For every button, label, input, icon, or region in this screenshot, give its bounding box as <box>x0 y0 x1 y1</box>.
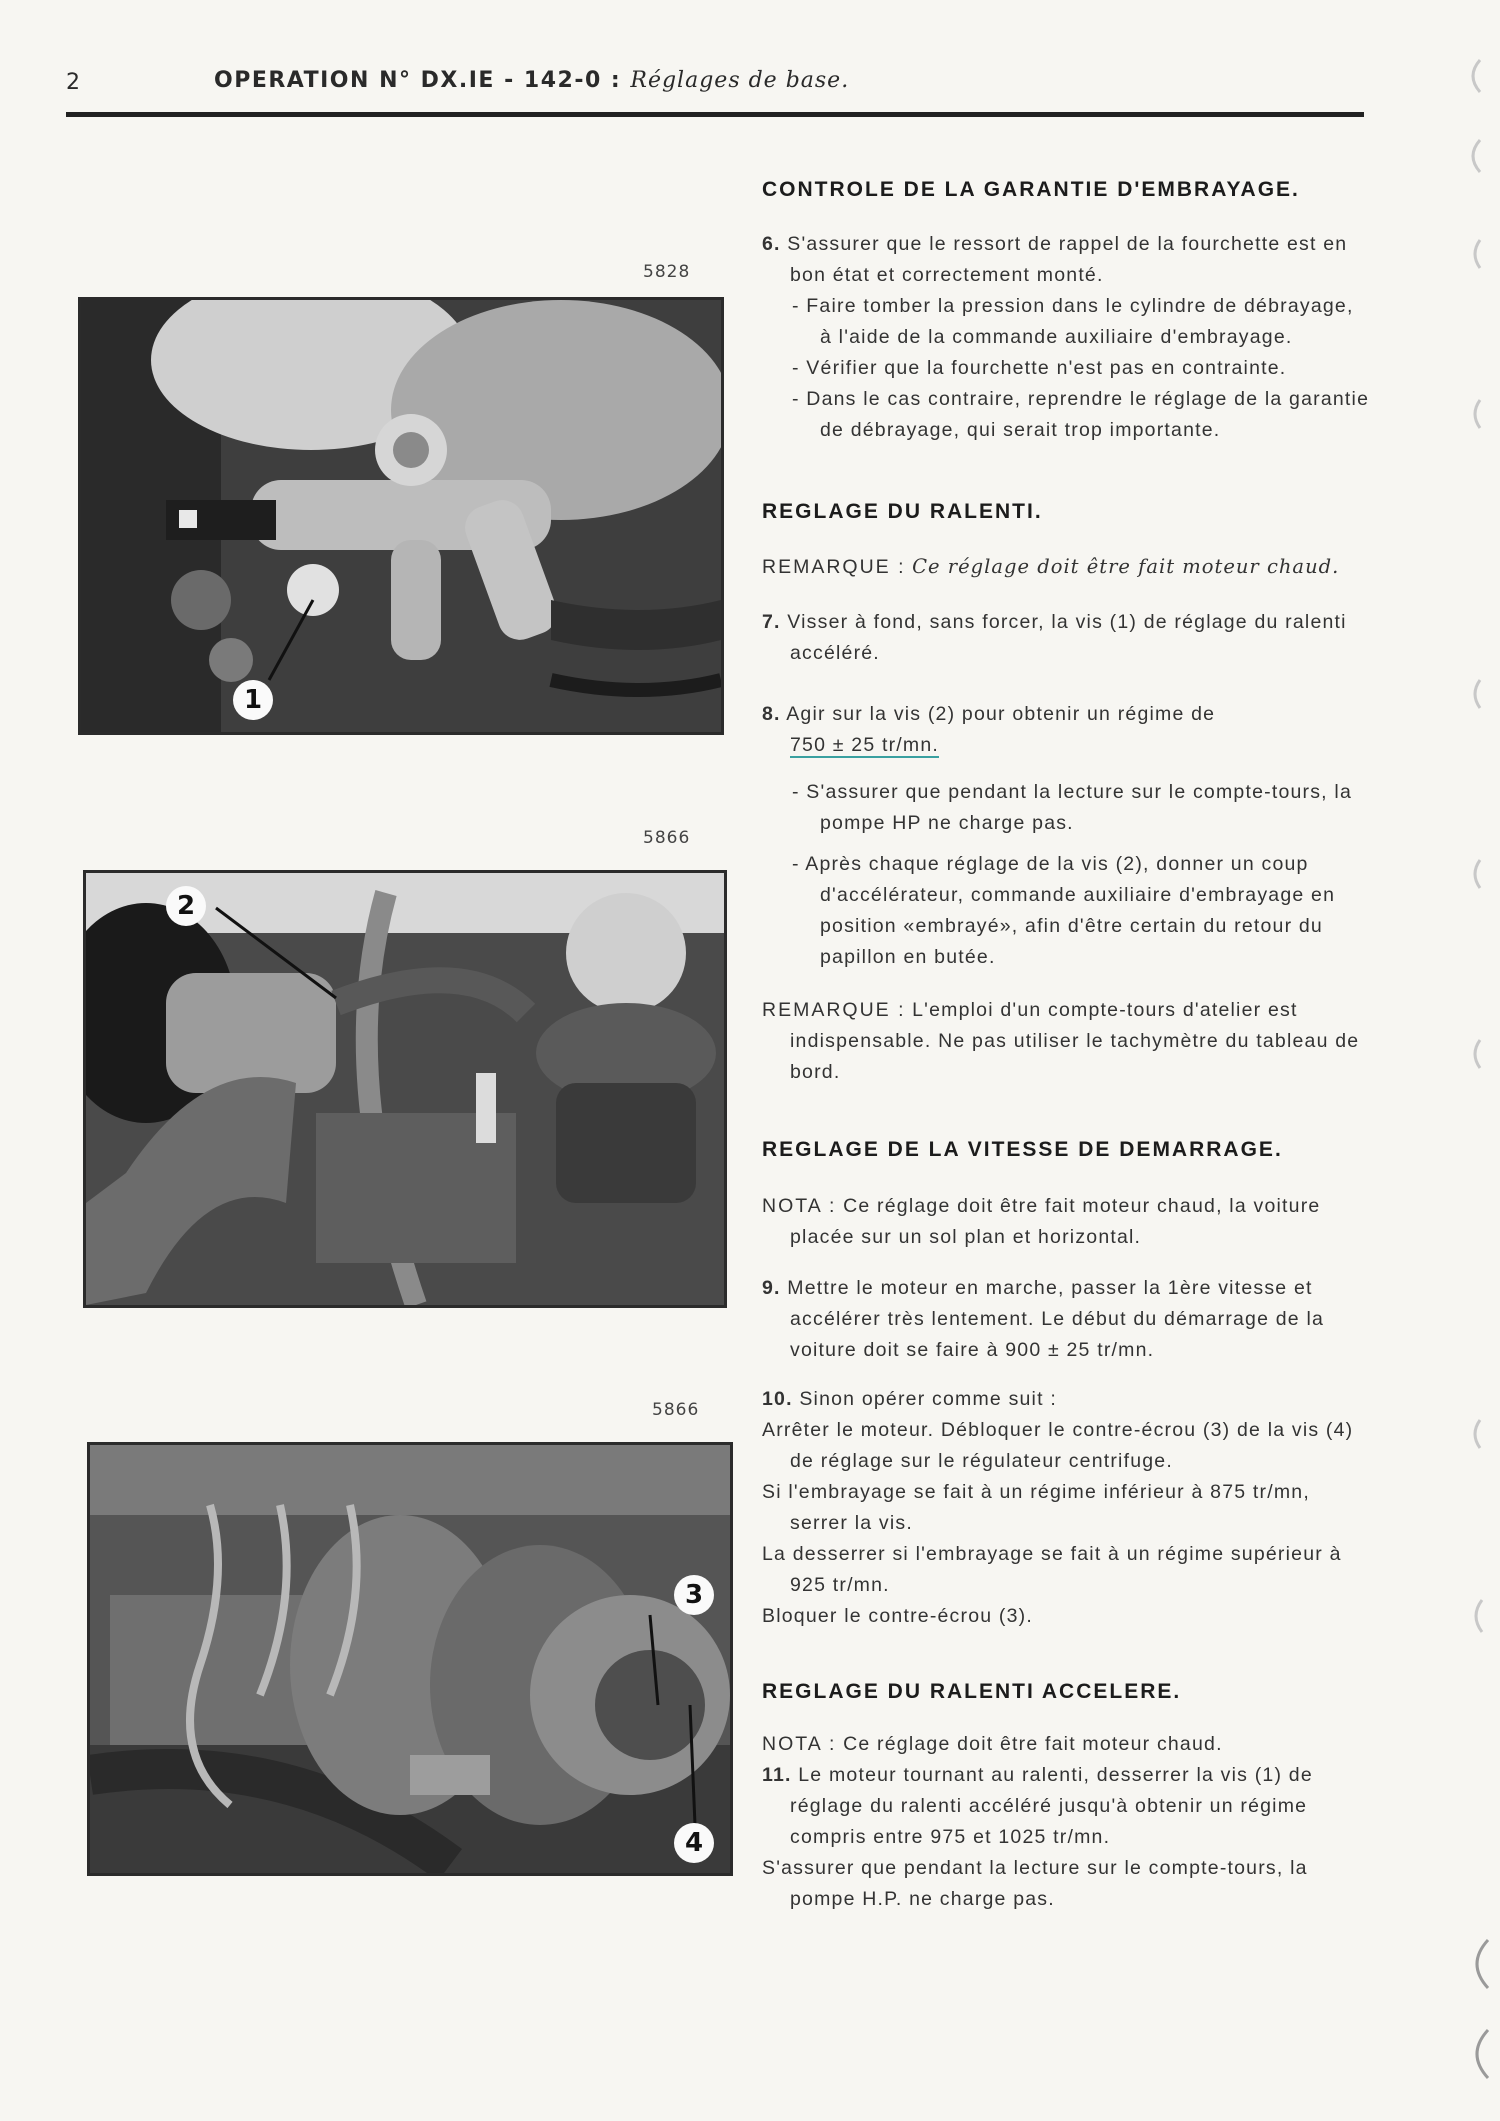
figure-2-photo <box>83 870 727 1308</box>
callout-4: 4 <box>674 1823 714 1863</box>
figure-2-label: 5866 <box>643 828 691 848</box>
operation-code: OPERATION N° DX.IE - 142-0 : <box>214 68 622 93</box>
step-11-tail: S'assurer que pendant la lecture sur le compte-tours, la pompe H.P. ne charge pas. <box>762 1857 1308 1910</box>
step-10-line-1: Arrêter le moteur. Débloquer le contre-écrou (3) de la vis (4) de réglage sur le régulateur centrifuge. <box>762 1419 1354 1472</box>
callout-1: 1 <box>233 680 273 720</box>
step-9 <box>762 1273 1372 1366</box>
remark-label: REMARQUE : <box>762 556 906 578</box>
step-6-number: 6. <box>762 233 781 255</box>
remark-tachometer <box>762 995 1372 1088</box>
engine-photo-2 <box>86 873 724 1305</box>
step-6-text: S'assurer que le ressort de rappel de la fourchette est en bon état et correctement monté. <box>787 233 1348 286</box>
remark-text: Ce réglage doit être fait moteur chaud. <box>912 555 1340 578</box>
nota-2-text: Ce réglage doit être fait moteur chaud. <box>843 1733 1223 1755</box>
step-6-sub-1: - Faire tomber la pression dans le cylindre de débrayage, à l'aide de la commande auxiliaire d'embrayage. <box>792 295 1354 348</box>
step-8 <box>762 699 1372 761</box>
step-8-sub-2: - Après chaque réglage de la vis (2), donner un coup d'accélérateur, commande auxiliaire d'embrayage en position «embrayé», afin d'être certain du retour du papillon en butée. <box>792 853 1336 968</box>
step-7-number: 7. <box>762 611 781 633</box>
document-subtitle: Réglages de base. <box>630 68 850 93</box>
remark-2-label: REMARQUE : <box>762 999 906 1021</box>
step-8-text: Agir sur la vis (2) pour obtenir un régime de <box>786 703 1216 725</box>
callout-3: 3 <box>674 1575 714 1615</box>
nota-label: NOTA : <box>762 1195 837 1217</box>
step-10-line-4: Bloquer le contre-écrou (3). <box>762 1605 1033 1627</box>
step-8-value: 750 ± 25 tr/mn. <box>790 734 940 756</box>
remark-idle <box>762 551 1372 583</box>
step-7 <box>762 607 1372 669</box>
step-9-number: 9. <box>762 1277 781 1299</box>
step-8-number: 8. <box>762 703 781 725</box>
figure-1-label: 5828 <box>643 262 691 282</box>
instructions-column <box>762 160 1372 1915</box>
section-title-fast-idle: REGLAGE DU RALENTI ACCELERE. <box>762 1680 1182 1703</box>
engine-photo-3 <box>90 1445 730 1873</box>
step-11-text: Le moteur tournant au ralenti, desserrer la vis (1) de réglage du ralenti accéléré jusqu'à obtenir un régime compris entre 975 et 1025 tr/mn. <box>790 1764 1313 1848</box>
callout-2: 2 <box>166 886 206 926</box>
nota-2-label: NOTA : <box>762 1733 837 1755</box>
step-7-text: Visser à fond, sans forcer, la vis (1) de réglage du ralenti accéléré. <box>787 611 1347 664</box>
step-10-line-2: Si l'embrayage se fait à un régime inférieur à 875 tr/mn, serrer la vis. <box>762 1481 1310 1534</box>
step-8-sub-1: - S'assurer que pendant la lecture sur le compte-tours, la pompe HP ne charge pas. <box>792 781 1352 834</box>
page-number: 2 <box>66 70 80 95</box>
engine-photo-1 <box>81 300 721 732</box>
section-title-start-speed: REGLAGE DE LA VITESSE DE DEMARRAGE. <box>762 1138 1283 1161</box>
nota-text: Ce réglage doit être fait moteur chaud, la voiture placée sur un sol plan et horizontal. <box>790 1195 1321 1248</box>
step-6-sub-2: - Vérifier que la fourchette n'est pas en contrainte. <box>792 357 1287 379</box>
step-6 <box>762 229 1372 291</box>
page-header <box>0 0 1500 120</box>
header-rule <box>66 112 1364 117</box>
step-9-text: Mettre le moteur en marche, passer la 1ère vitesse et accélérer très lentement. Le début du démarrage de la voiture doit se faire à 900 ± 25 tr/mn. <box>787 1277 1325 1361</box>
binding-marks <box>1430 40 1500 2090</box>
section-title-idle: REGLAGE DU RALENTI. <box>762 500 1043 523</box>
step-10-line-3: La desserrer si l'embrayage se fait à un régime supérieur à 925 tr/mn. <box>762 1543 1342 1596</box>
figure-3-label: 5866 <box>652 1400 700 1420</box>
step-10 <box>762 1384 1372 1415</box>
figure-1-photo <box>78 297 724 735</box>
step-10-number: 10. <box>762 1388 793 1410</box>
remark-2-text: L'emploi d'un compte-tours d'atelier est indispensable. Ne pas utiliser le tachymètre du tableau de bord. <box>790 999 1360 1083</box>
nota-start-speed <box>762 1191 1372 1253</box>
step-10-text: Sinon opérer comme suit : <box>799 1388 1057 1410</box>
figure-3-photo <box>87 1442 733 1876</box>
step-6-sub-3: - Dans le cas contraire, reprendre le réglage de la garantie de débrayage, qui serait trop importante. <box>792 388 1370 441</box>
step-11 <box>762 1760 1372 1853</box>
nota-fast-idle <box>762 1729 1372 1760</box>
section-title-clutch: CONTROLE DE LA GARANTIE D'EMBRAYAGE. <box>762 178 1300 201</box>
document-title <box>214 68 849 93</box>
step-11-number: 11. <box>762 1764 792 1786</box>
